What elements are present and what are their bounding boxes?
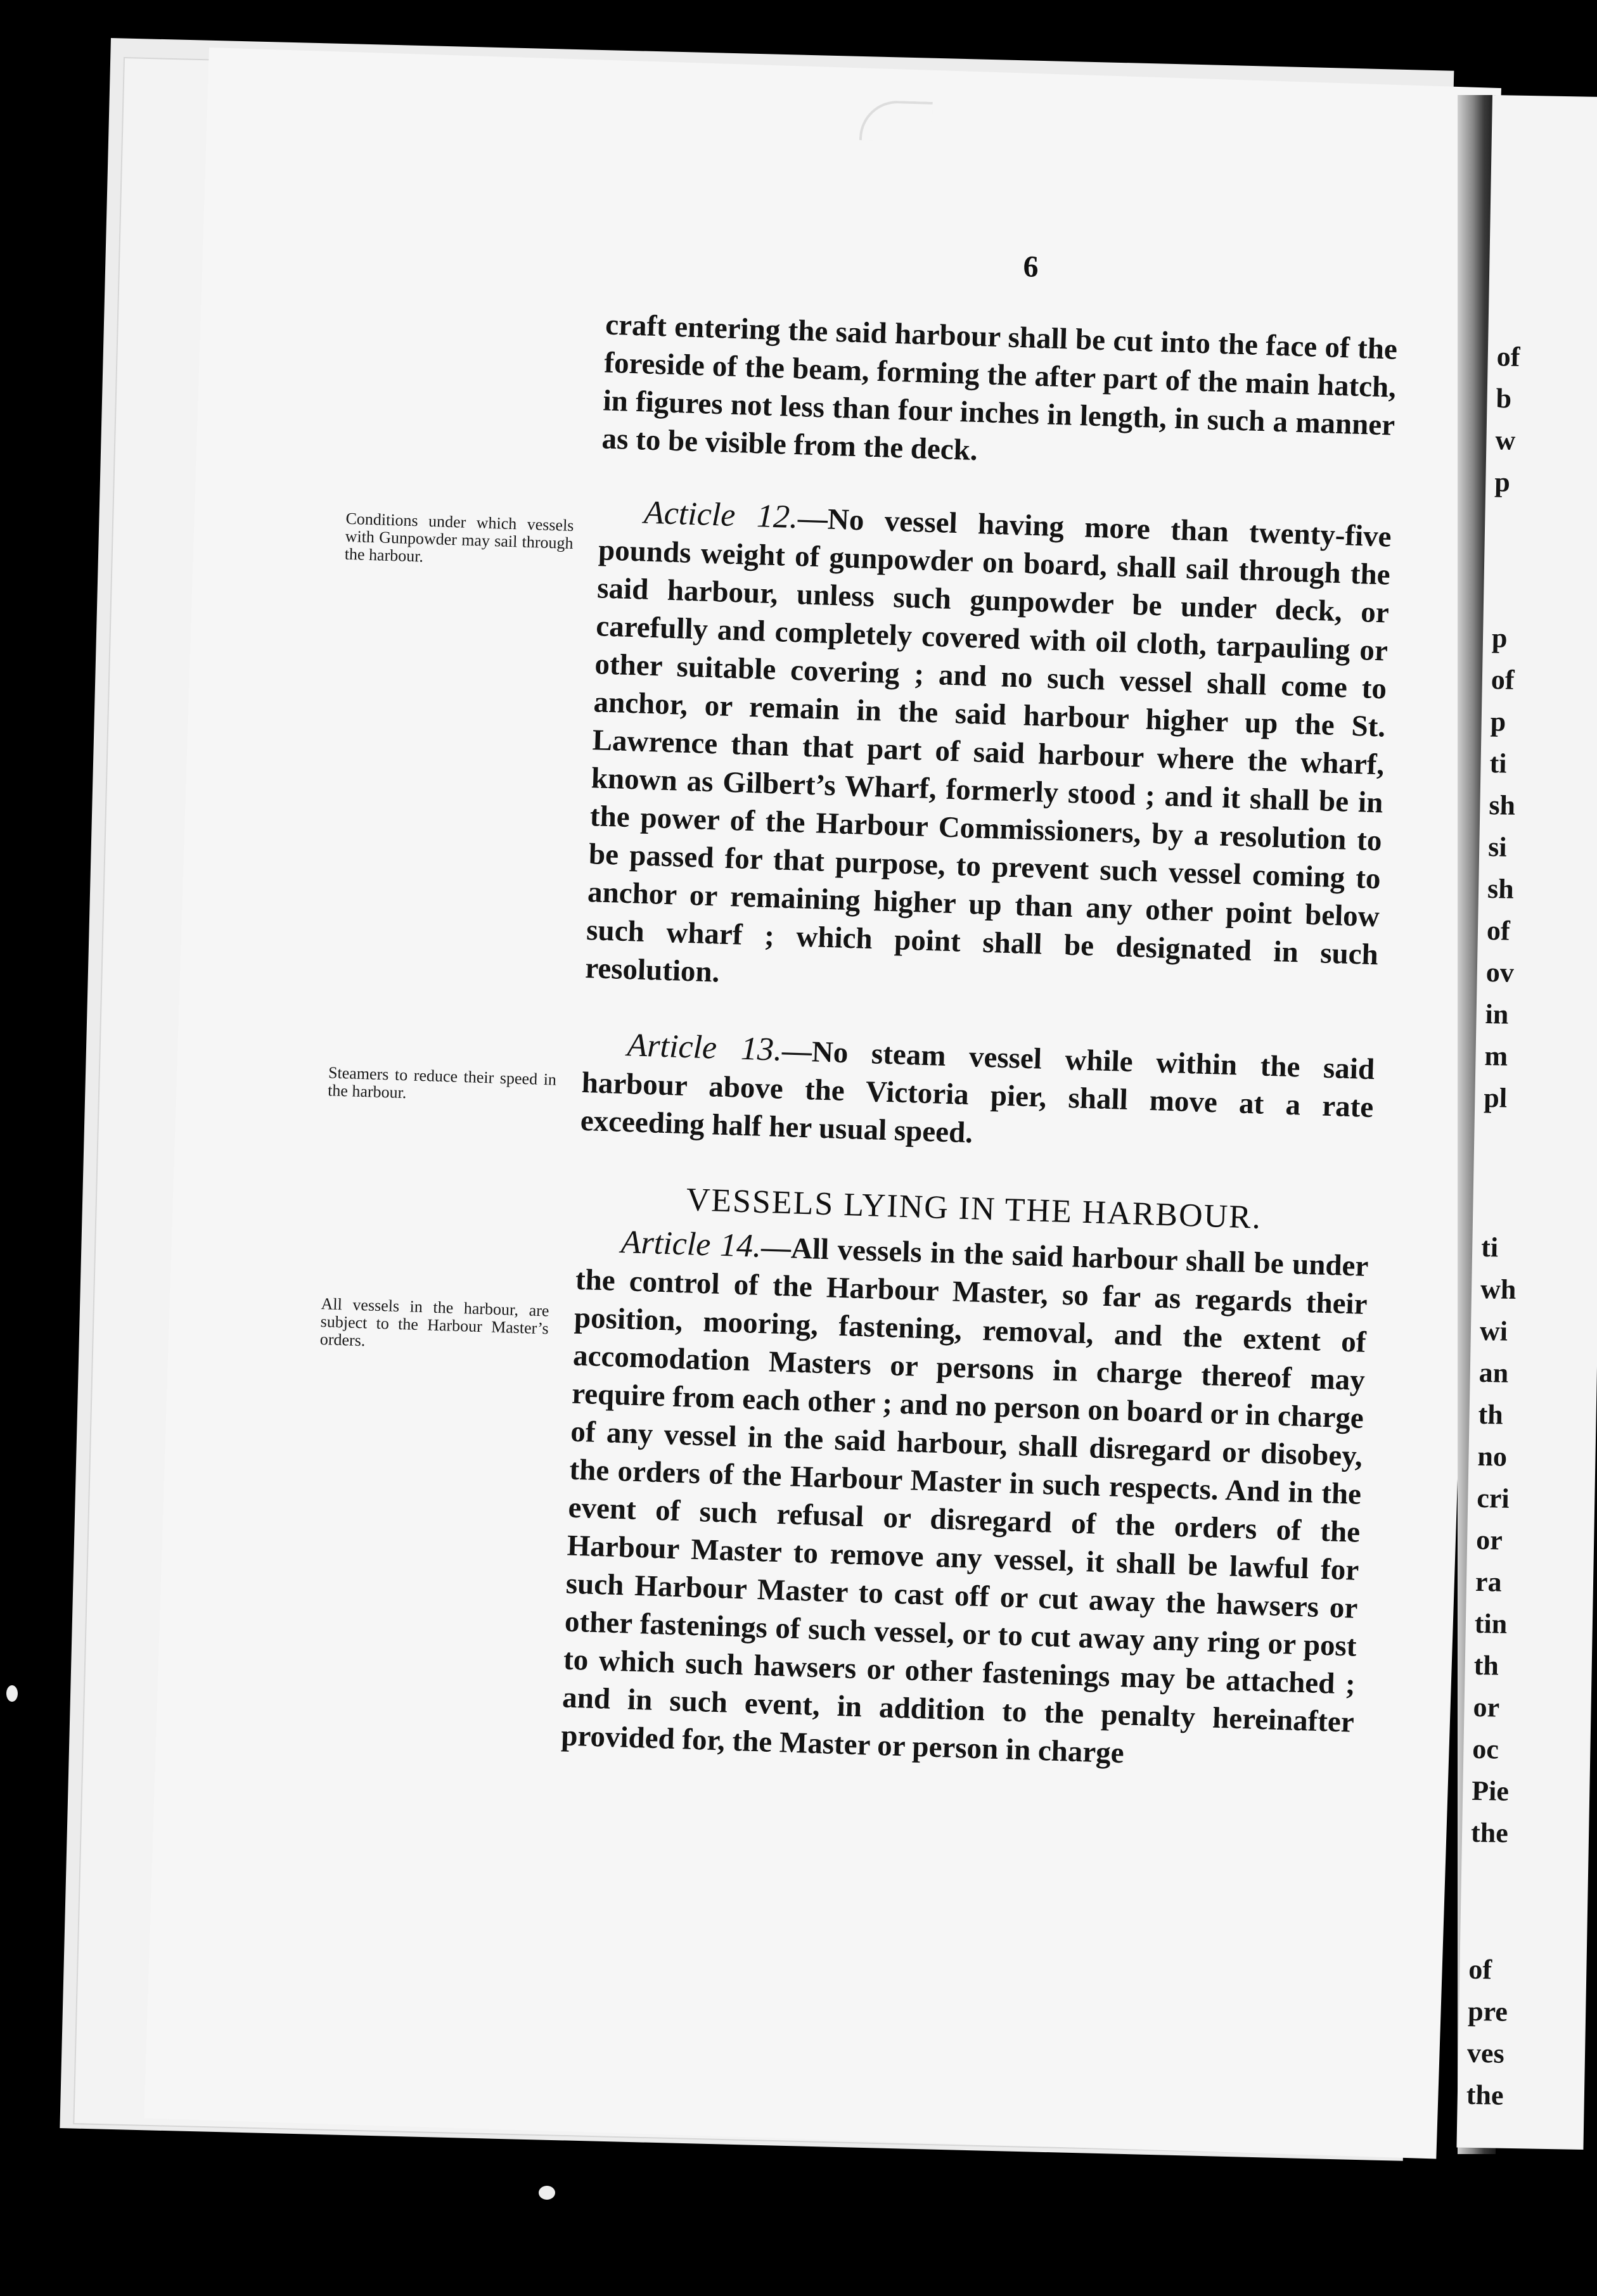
facing-line: no — [1477, 1440, 1508, 1472]
margin-note-steamers: Steamers to reduce their speed in the harbour. — [327, 1063, 557, 1102]
facing-line: the — [1470, 1816, 1509, 1849]
facing-line: sh — [1489, 789, 1516, 821]
facing-line: of — [1491, 664, 1515, 696]
article-14-text: —All vessels in the said harbour shall be under the control of the Harbour Master, so far as regards their position, mooring, fastening, removal, and the extent of accomodation Masters or persons in charge thereof may require from each other ; and no person on board or in charge of any vessel in the said harbour, shall disregard or disobey, the orders of the Harbour Master in such respects. And in the event of such refusal or disregard of the orders of the Harbour Master to remove any vessel, it shall be lawful for such Harbour Master to cast off or cut away the hawsers or other fastenings of such vessel, or to cut away any ring or post to which such hawsers or other fastenings may be attached ; and in such event, in addition to the penalty hereinafter provided for, the Master or person in charge — [560, 1230, 1369, 1770]
facing-line: p — [1491, 622, 1508, 654]
facing-line: or — [1473, 1691, 1500, 1723]
page-number: 6 — [1022, 250, 1039, 284]
facing-line: w — [1495, 424, 1516, 456]
article-12-paragraph — [585, 492, 1392, 1012]
facing-line: pl — [1483, 1082, 1508, 1114]
facing-page-text — [1466, 336, 1597, 2118]
facing-line: or — [1475, 1524, 1503, 1556]
facing-line: ves — [1466, 2037, 1505, 2069]
facing-line: Pie — [1471, 1775, 1510, 1807]
section-heading: VESSELS LYING IN THE HARBOUR. — [685, 1182, 1262, 1236]
facing-line: cri — [1476, 1482, 1510, 1514]
facing-line: sh — [1487, 873, 1515, 905]
article-13-label: Article 13. — [626, 1027, 783, 1068]
article-14-label: Article 14. — [620, 1223, 762, 1265]
facing-line: wi — [1479, 1315, 1508, 1347]
scan-speck — [539, 2186, 555, 2200]
facing-line: si — [1487, 831, 1508, 863]
facing-line: th — [1478, 1398, 1504, 1431]
margin-note-gunpowder: Conditions under which vessels with Gunpowder may sail through the harbour. — [344, 509, 574, 566]
facing-line: m — [1484, 1040, 1508, 1072]
facing-line: pre — [1467, 1995, 1508, 2027]
facing-line: in — [1485, 998, 1509, 1030]
facing-line: b — [1496, 383, 1512, 414]
facing-line: of — [1486, 915, 1511, 947]
paper-crease-mark — [859, 99, 933, 143]
facing-line: of — [1496, 341, 1520, 373]
facing-line: oc — [1472, 1733, 1499, 1765]
article-13-text: —No steam vessel while within the said harbour above the Victoria pier, shall move at a rate exceeding half her usual speed. — [580, 1034, 1375, 1150]
facing-line: ti — [1489, 748, 1507, 779]
facing-line: ti — [1480, 1231, 1499, 1263]
facing-line: tin — [1474, 1607, 1508, 1640]
body-text — [560, 306, 1398, 1818]
facing-line: ov — [1485, 957, 1515, 988]
article-12-text: —No vessel having more than twenty-five pounds weight of gunpowder on board, shall sail through the said harbour, unless such gunpowder be under deck, or carefully and completely covered with oil cloth, tarpauling or other suitable covering ; and no such vessel shall come to anchor, or remain in the said harbour higher up the St. Lawrence than that part of said harbour where the wharf, known as Gilbert’s Wharf, formerly stood ; and it shall be in the power of the Harbour Commissioners, by a resolution to be passed for that purpose, to prevent such vessel coming to anchor or remaining higher up than any other point below such wharf ; which point shall be designated in such resolution. — [584, 502, 1392, 989]
facing-line: th — [1473, 1649, 1499, 1681]
facing-line: p — [1490, 706, 1506, 737]
facing-line: ra — [1475, 1566, 1502, 1598]
facing-line: wh — [1480, 1273, 1517, 1305]
article-14-paragraph — [560, 1222, 1369, 1780]
facing-line: p — [1494, 466, 1511, 498]
scan-speck — [6, 1685, 18, 1702]
facing-line: an — [1478, 1356, 1509, 1389]
continuation-paragraph: craft entering the said harbour shall be cut into the face of the foreside of the beam, forming the after part of the main hatch, in figures not less than four inches in length, in such a manner as to be visible from the deck. — [601, 308, 1398, 468]
margin-note-vessels: All vessels in the harbour, are subject to the Harbour Master’s orders. — [319, 1294, 549, 1350]
article-12-label: Acticle 12. — [643, 494, 798, 536]
facing-line: of — [1468, 1953, 1492, 1986]
facing-line: the — [1466, 2079, 1504, 2111]
article-13-paragraph — [580, 1025, 1375, 1164]
